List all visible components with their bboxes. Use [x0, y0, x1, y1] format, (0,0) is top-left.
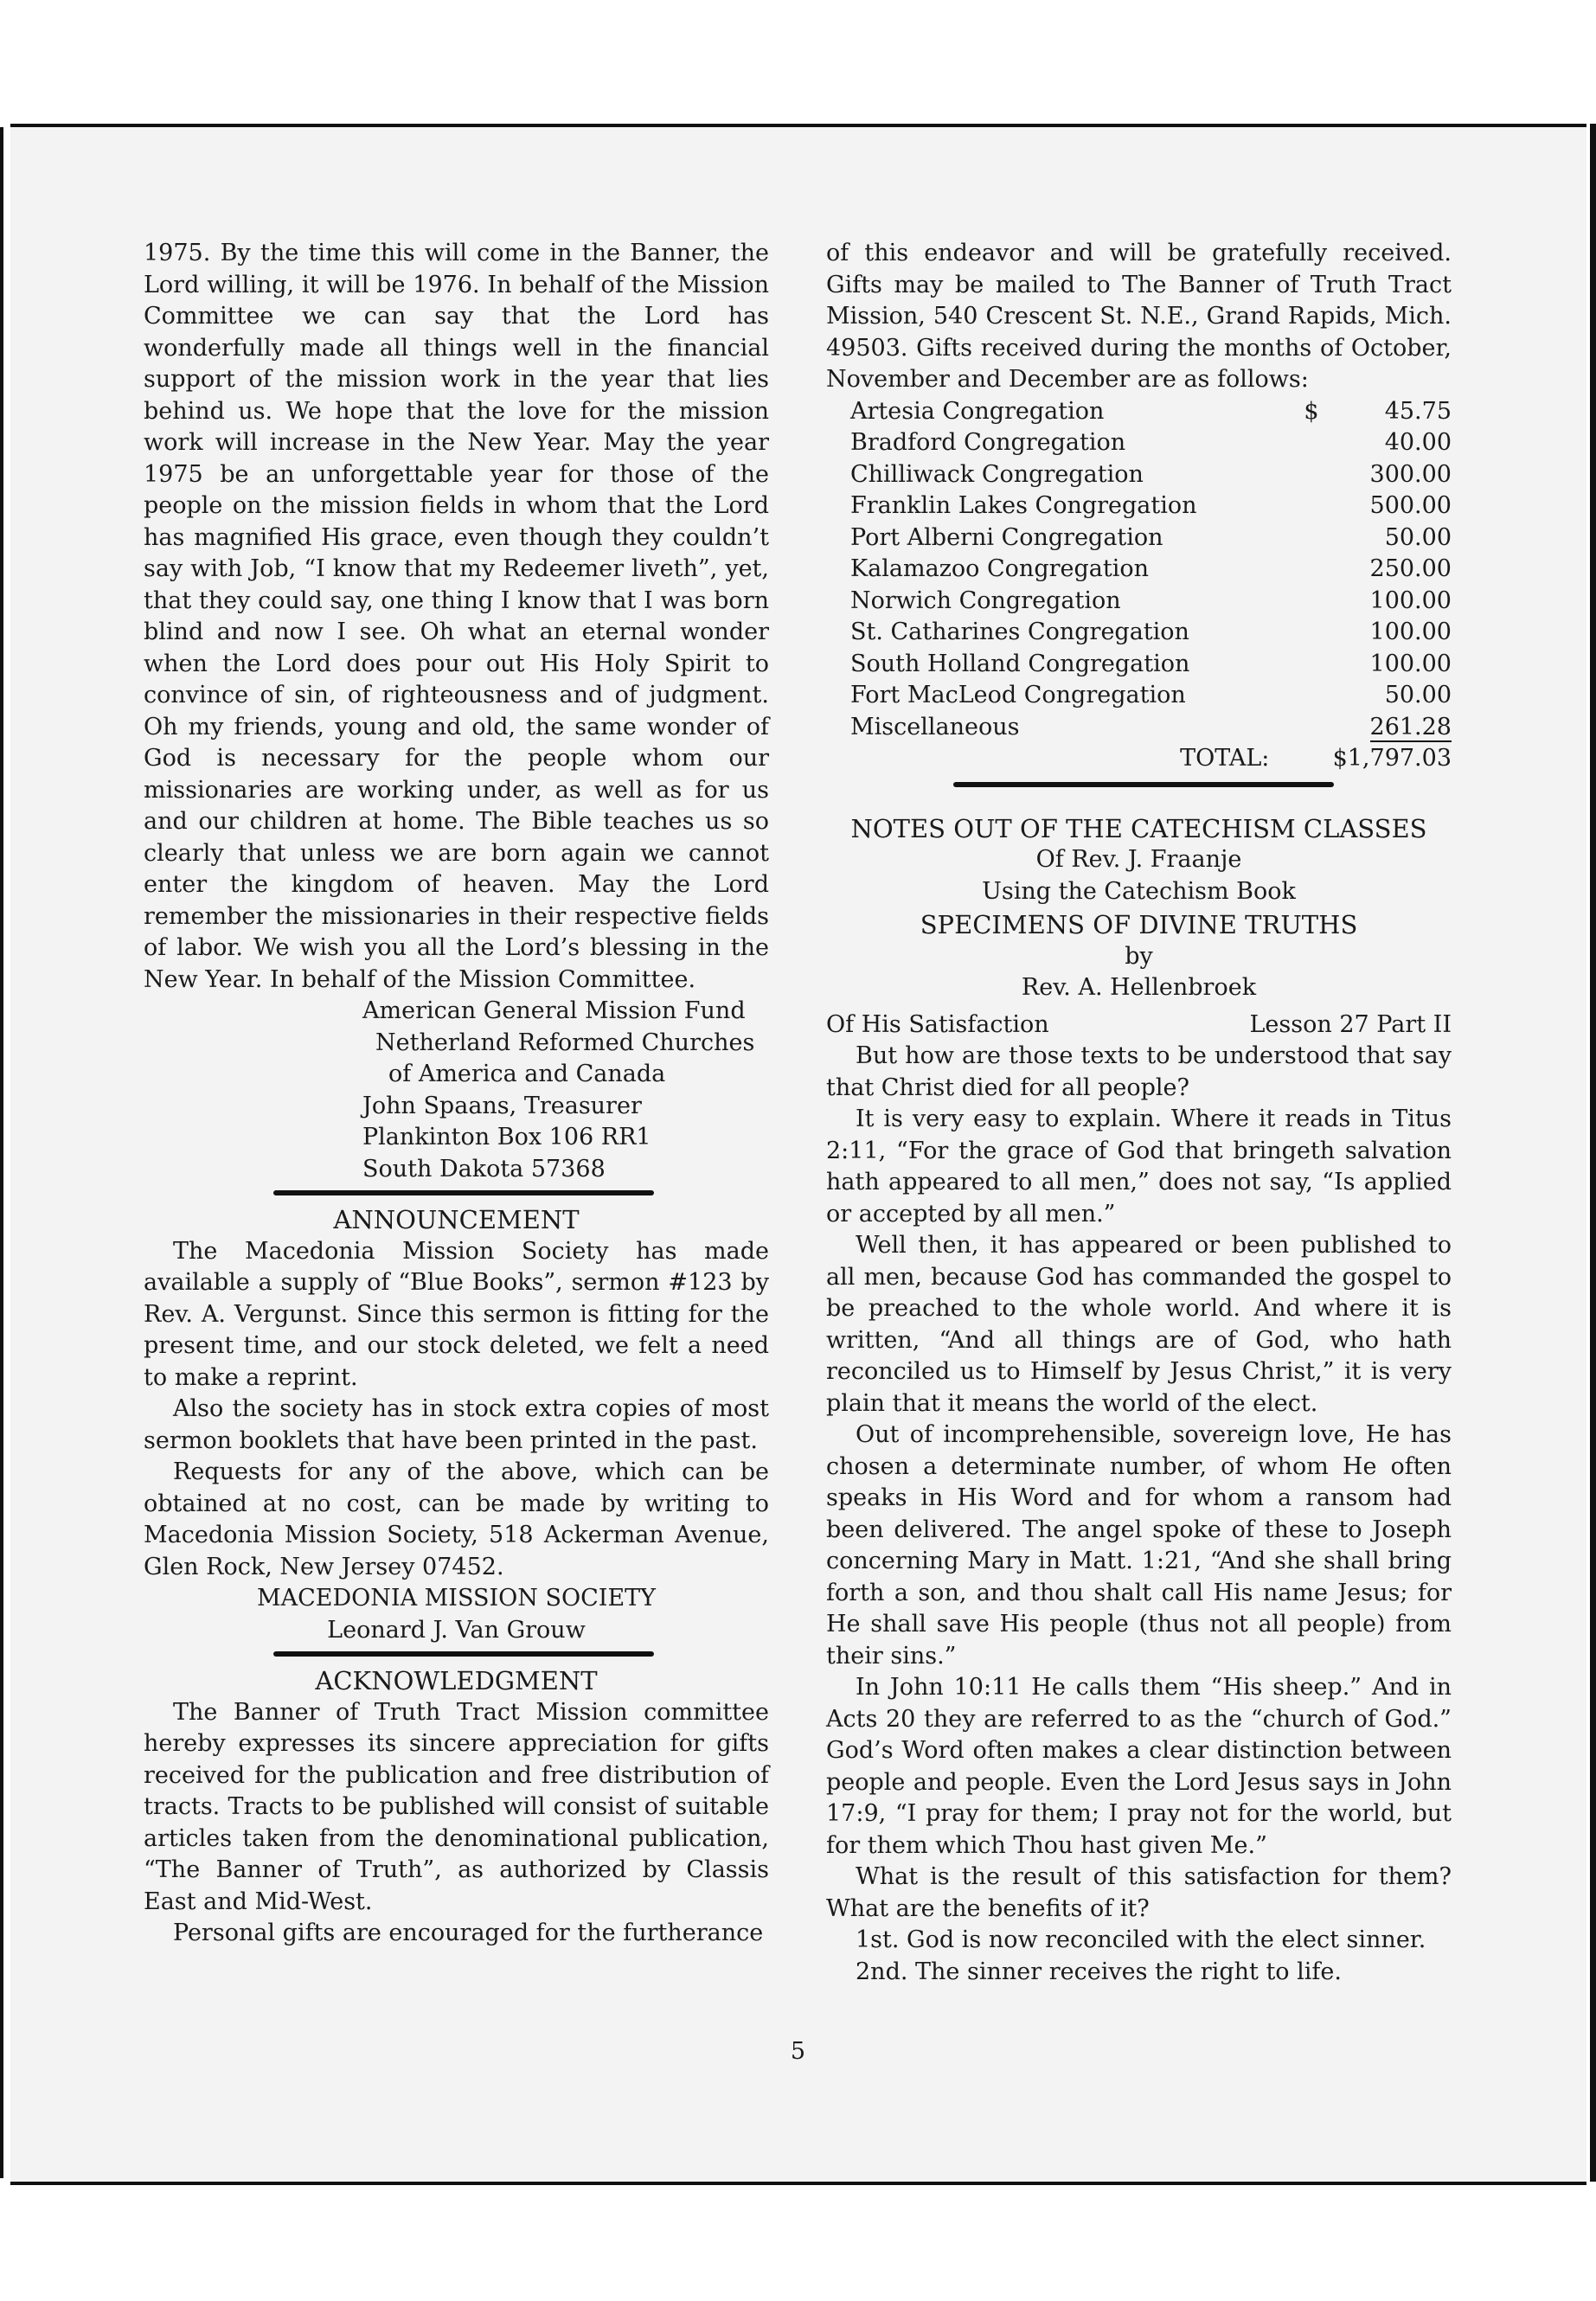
- gift-congregation: Port Alberni Congregation: [850, 523, 1163, 551]
- lesson-number: Lesson 27 Part II: [1249, 1010, 1452, 1038]
- gifts-total-row: [850, 743, 1452, 775]
- lesson-section: Of His Satisfaction: [826, 1010, 1049, 1038]
- gift-row: [850, 522, 1452, 554]
- notes-author-line: Of Rev. J. Fraanje: [1035, 846, 1242, 873]
- gift-row: [850, 459, 1452, 491]
- gift-amount: 50.00: [1384, 682, 1452, 708]
- acknowledgment-paragraph: Personal gifts are encouraged for the furtherance: [173, 1920, 764, 1946]
- acknowledgment-continuation: of this endeavor and will be gratefully received. Gifts may be mailed to The Banner of Truth Tract Mission, 540 Crescent St. N.E., Grand Rapids, Mich. 49503. Gifts received during the months of October, November and December are as follows:: [826, 240, 1452, 393]
- gift-row: [850, 427, 1452, 459]
- gift-currency: [1304, 522, 1330, 554]
- gift-row: [850, 680, 1452, 712]
- gift-row: [850, 649, 1452, 681]
- address-line: of America and Canada: [388, 1061, 666, 1087]
- gift-row: [850, 490, 1452, 522]
- announcement-paragraph: The Macedonia Mission Society has made available a supply of “Blue Books”, sermon #123 by Rev. A. Vergunst. Since this sermon is fitting for the present time, and our stock deleted, we felt a need to make a reprint.: [144, 1237, 769, 1391]
- lesson-line: [826, 1009, 1452, 1042]
- gift-amount: [1330, 712, 1452, 744]
- gift-currency: [1304, 427, 1330, 459]
- acknowledgment-heading: ACKNOWLEDGMENT: [315, 1666, 598, 1695]
- notes-subtitle: SPECIMENS OF DIVINE TRUTHS: [920, 910, 1358, 939]
- total-label: TOTAL:: [1180, 745, 1270, 772]
- total-amount: $1,797.03: [1332, 745, 1452, 772]
- gift-congregation: Franklin Lakes Congregation: [850, 492, 1197, 519]
- gift-currency: [1304, 712, 1330, 744]
- notes-paragraph: In John 10:11 He calls them “His sheep.” And in Acts 20 they are referred to as the “church of God.” God’s Word often makes a clear distinction between people and people. Even the Lord Jesus says in John 17:9, “I pray for them; I pray not for the world, but for them which Thou hast given Me.”: [826, 1674, 1452, 1859]
- announcement-heading: ANNOUNCEMENT: [333, 1205, 580, 1234]
- page-number: 5: [790, 2038, 806, 2065]
- gift-congregation: Chilliwack Congregation: [850, 460, 1144, 488]
- gift-congregation: Bradford Congregation: [850, 429, 1126, 456]
- announcement-paragraph: Requests for any of the above, which can be obtained at no cost, can be made by writing to Macedonia Mission Society, 518 Ackerman Avenue, Glen Rock, New Jersey 07452.: [144, 1458, 769, 1580]
- gift-row: [850, 617, 1452, 649]
- gift-currency: [1304, 586, 1330, 618]
- section-divider: [273, 1190, 654, 1195]
- section-divider: [953, 782, 1334, 787]
- notes-author2: Rev. A. Hellenbroek: [1021, 974, 1257, 1001]
- notes-paragraph: It is very easy to explain. Where it reads in Titus 2:11, “For the grace of God that bringeth salvation hath appeared to all men,” does not say, “Is applied or accepted by all men.”: [826, 1106, 1452, 1227]
- gift-currency: [1304, 490, 1330, 522]
- gift-currency: [1304, 680, 1330, 712]
- announcement-paragraph: Also the society has in stock extra copies of most sermon booklets that have been printed in the past.: [144, 1395, 769, 1454]
- gift-row: [850, 586, 1452, 618]
- notes-book-line: Using the Catechism Book: [982, 877, 1296, 905]
- page-edge-right: [1590, 124, 1596, 2182]
- notes-paragraph: 1st. God is now reconciled with the elect sinner.: [856, 1926, 1426, 1953]
- gift-congregation: Norwich Congregation: [850, 586, 1121, 614]
- notes-paragraph: But how are those texts to be understood that say that Christ died for all people?: [826, 1042, 1452, 1101]
- address-line: South Dakota 57368: [362, 1155, 606, 1183]
- gift-amount: 40.00: [1384, 429, 1452, 456]
- gift-currency: [1304, 554, 1330, 586]
- right-column: [826, 238, 1452, 1988]
- mission-fund-address: [362, 996, 769, 1185]
- gift-amount: 100.00: [1369, 619, 1452, 645]
- gift-currency: $: [1304, 397, 1319, 425]
- gifts-table: [850, 396, 1452, 775]
- notes-title: NOTES OUT OF THE CATECHISM CLASSES: [850, 813, 1427, 843]
- acknowledgment-paragraph: The Banner of Truth Tract Mission committee hereby expresses its sincere appreciation for gifts received for the publication and free distribution of tracts. Tracts to be published will consist of suitable articles taken from the denominational publication, “The Banner of Truth”, as authorized by Classis East and Mid-West.: [144, 1698, 769, 1915]
- gift-congregation: Artesia Congregation: [850, 397, 1105, 425]
- announcement-signature-name: Leonard J. Van Grouw: [327, 1616, 586, 1644]
- gift-currency: [1304, 649, 1330, 681]
- gift-currency: [1304, 617, 1330, 649]
- gift-amount: 100.00: [1369, 586, 1452, 614]
- gift-row: [850, 396, 1452, 428]
- gift-congregation: Fort MacLeod Congregation: [850, 682, 1186, 708]
- gift-congregation: St. Catharines Congregation: [850, 619, 1189, 645]
- address-line: American General Mission Fund: [362, 997, 746, 1024]
- gift-amount: 250.00: [1369, 555, 1452, 582]
- gift-amount: 100.00: [1369, 650, 1452, 677]
- page-edge-left: [0, 127, 3, 2178]
- notes-paragraph: What is the result of this satisfaction for them? What are the benefits of it?: [826, 1863, 1452, 1922]
- address-line: Plankinton Box 106 RR1: [362, 1124, 651, 1150]
- notes-paragraph: Well then, it has appeared or been published to all men, because God has commanded the gospel to be preached to the whole world. And where it is written, “And all things are of God, who hath reconciled us to Himself by Jesus Christ,” it is very plain that it means the world of the elect.: [826, 1232, 1452, 1417]
- mission-report-paragraph: 1975. By the time this will come in the Banner, the Lord willing, it will be 1976. In behalf of the Mission Committee we can say that the Lord has wonderfully made all things well in the financial support of the mission work in the year that lies behind us. We hope that the love for the mission work will increase in the New Year. May the year 1975 be an unforgettable year for those of the people on the mission fields in whom that the Lord has magnified His grace, even though they couldn’t say with Job, “I know that my Redeemer liveth”, yet, that they could say, one thing I know that I was born blind and now I see. Oh what an eternal wonder when the Lord does pour out His Holy Spirit to convince of sin, of righteousness and of judgment. Oh my friends, young and old, the same wonder of God is necessary for the people whom our missionaries are working under, as well as for us and our children at home. The Bible teaches us so clearly that unless we are born again we cannot enter the kingdom of heaven. May the Lord remember the missionaries in their respective fields of labor. We wish you all the Lord’s blessing in the New Year. In behalf of the Mission Committee.: [144, 240, 769, 993]
- address-line: John Spaans, Treasurer: [362, 1092, 642, 1119]
- announcement-signature-org: MACEDONIA MISSION SOCIETY: [256, 1585, 656, 1612]
- notes-paragraph: Out of incomprehensible, sovereign love, He has chosen a determinate number, of whom He often speaks in His Word and for whom a ransom had been delivered. The angel spoke of these to Joseph concerning Mary in Matt. 1:21, “And she shall bring forth a son, and thou shalt call His name Jesus; for He shall save His people (thus not all people) from their sins.”: [826, 1421, 1452, 1670]
- gift-amount: 300.00: [1369, 460, 1452, 488]
- gift-congregation: Kalamazoo Congregation: [850, 555, 1150, 582]
- notes-paragraph: 2nd. The sinner receives the right to life.: [856, 1958, 1342, 1985]
- gift-congregation: Miscellaneous: [850, 713, 1020, 740]
- gift-amount: 45.75: [1384, 397, 1452, 425]
- gift-amount: 500.00: [1369, 492, 1452, 519]
- gift-amount: 50.00: [1384, 523, 1452, 551]
- notes-by: by: [1125, 942, 1153, 970]
- section-divider: [273, 1651, 654, 1657]
- gift-row: [850, 712, 1452, 744]
- gift-row: [850, 554, 1452, 586]
- address-line: Netherland Reformed Churches: [375, 1029, 755, 1056]
- gift-currency: [1304, 459, 1330, 491]
- gift-amount-underlined: 261.28: [1369, 713, 1452, 740]
- gift-congregation: South Holland Congregation: [850, 650, 1190, 677]
- left-column: [144, 238, 769, 1950]
